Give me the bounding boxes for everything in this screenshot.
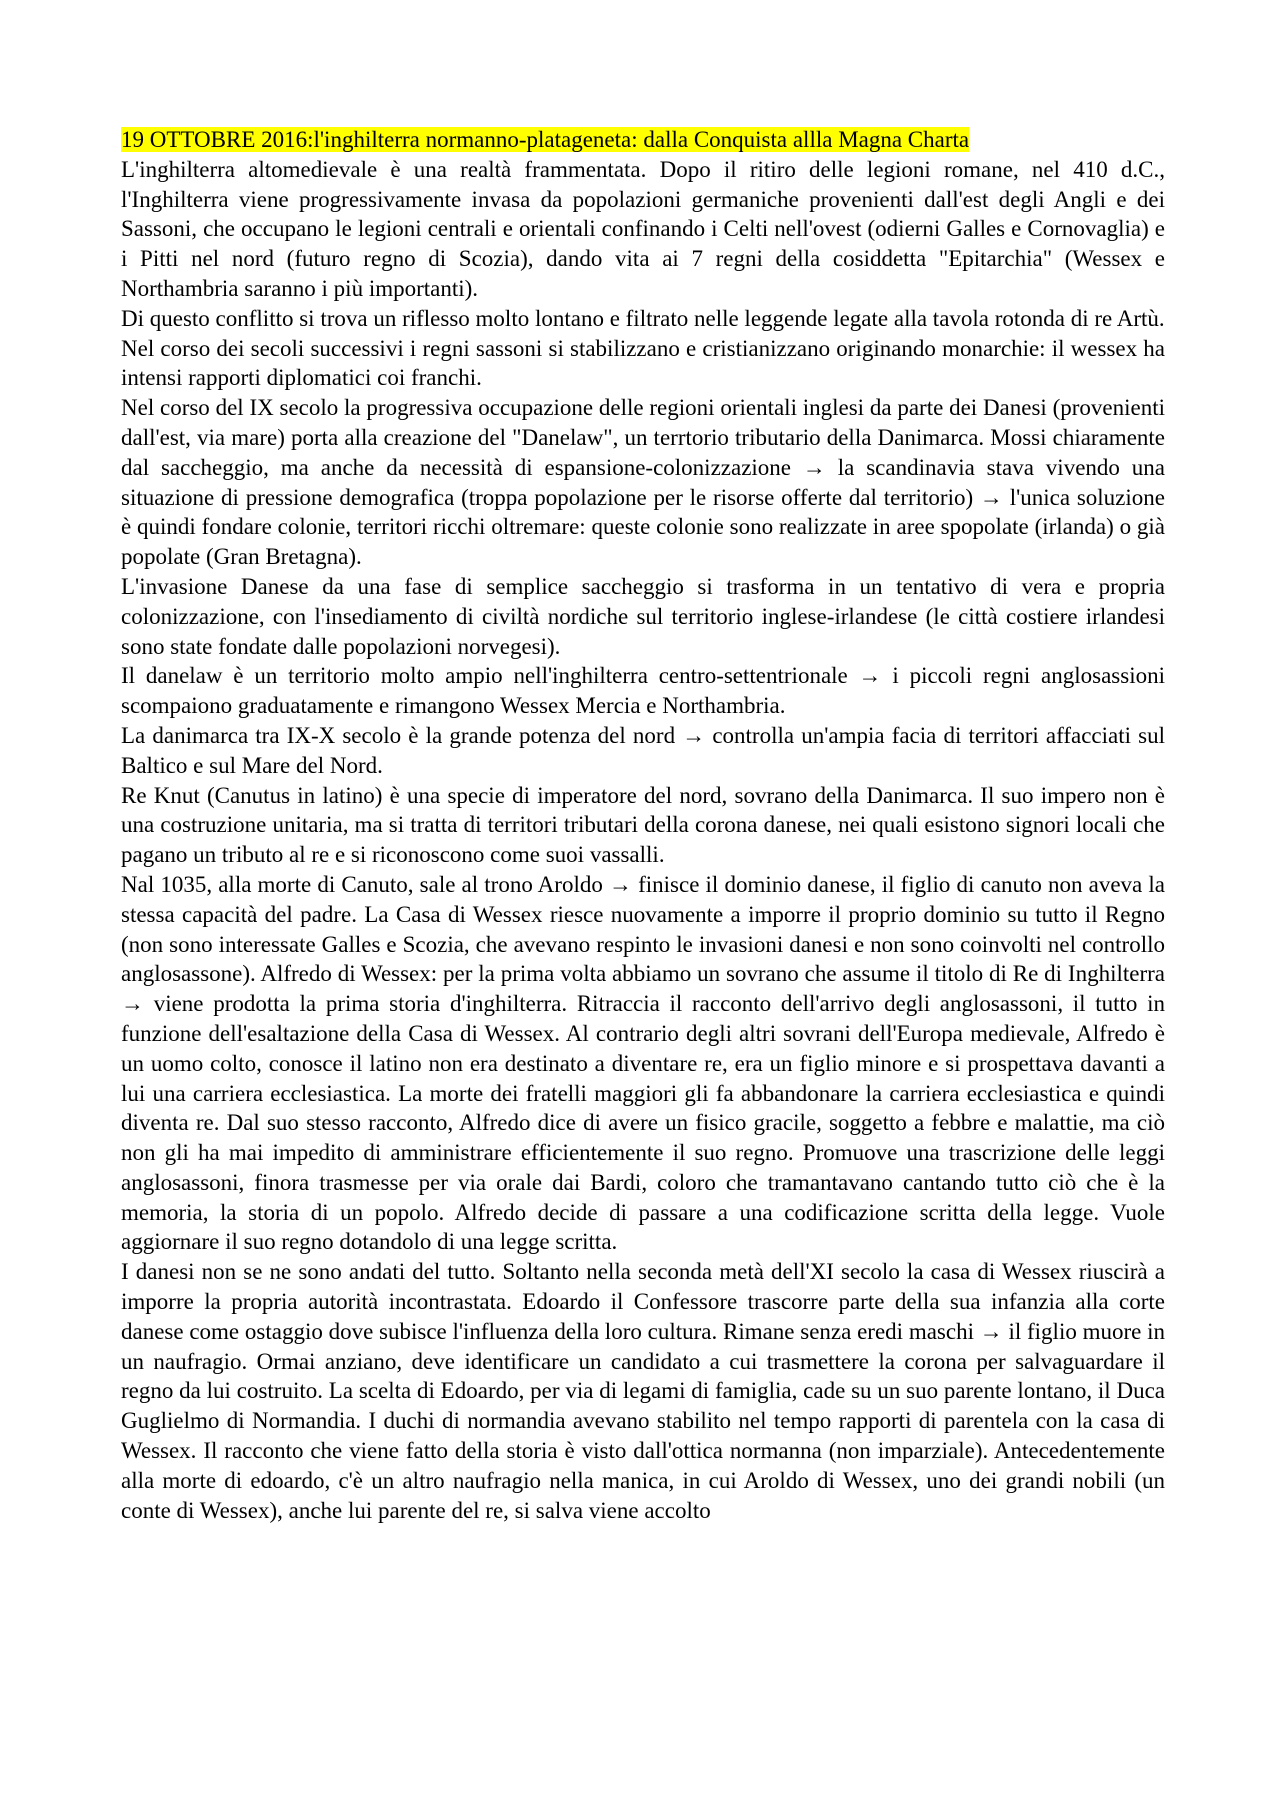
highlighted-title-text: 19 OTTOBRE 2016:l'inghilterra normanno-platageneta: dalla Conquista allla Magna Charta (121, 127, 970, 152)
paragraph-7: La danimarca tra IX-X secolo è la grande potenza del nord → controlla un'ampia facia di territori affacciati sul Baltico e sul Mare del Nord. (121, 722, 1165, 778)
paragraph-8: Re Knut (Canutus in latino) è una specie di imperatore del nord, sovrano della Danimarca. Il suo impero non è una costruzione unitaria, ma si tratta di territori tributari della corona danese, nei quali esistono signori locali che pagano un tributo al re e si riconoscono come suoi vassalli. (121, 782, 1165, 868)
document-page (121, 125, 1165, 1525)
paragraph-6: Il danelaw è un territorio molto ampio nell'inghilterra centro-settentrionale → i piccoli regni anglosassioni scompaiono graduatamente e rimangono Wessex Mercia e Northambria. (121, 663, 1165, 719)
paragraph-10: I danesi non se ne sono andati del tutto. Soltanto nella seconda metà dell'XI secolo la casa di Wessex riuscirà a imporre la propria autorità incontrastata. Edoardo il Confessore trascorre parte della sua infanzia alla corte danese come ostaggio dove subisce l'influenza della loro cultura. Rimane senza eredi maschi → il figlio muore in un naufragio. Ormai anziano, deve identificare un candidato a cui trasmettere la corona per salvaguardare il regno da lui costruito. La scelta di Edoardo, per via di legami di famiglia, cade su un suo parente lontano, il Duca Guglielmo di Normandia. I duchi di normandia avevano stabilito nel tempo rapporti di parentela con la casa di Wessex. Il racconto che viene fatto della storia è visto dall'ottica normanna (non imparziale). Antecedentemente alla morte di edoardo, c'è un altro naufragio nella manica, in cui Aroldo di Wessex, uno dei grandi nobili (un conte di Wessex), anche lui parente del re, si salva viene accolto (121, 1259, 1165, 1523)
paragraph-3: Nel corso dei secoli successivi i regni sassoni si stabilizzano e cristianizzano originando monarchie: il wessex ha intensi rapporti diplomatici coi franchi. (121, 335, 1165, 391)
paragraph-5: L'invasione Danese da una fase di semplice saccheggio si trasforma in un tentativo di vera e propria colonizzazione, con l'insediamento di civiltà nordiche sul territorio inglese-irlandese (le città costiere irlandesi sono state fondate dalle popolazioni norvegesi). (121, 573, 1165, 659)
document-title (121, 125, 1165, 155)
paragraph-1: L'inghilterra altomedievale è una realtà frammentata. Dopo il ritiro delle legioni romane, nel 410 d.C., l'Inghilterra viene progressivamente invasa da popolazioni germaniche provenienti dall'est degli Angli e dei Sassoni, che occupano le legioni centrali e orientali confinando i Celti nell'ovest (odierni Galles e Cornovaglia) e i Pitti nel nord (futuro regno di Scozia), dando vita ai 7 regni della cosiddetta "Epitarchia" (Wessex e Northambria saranno i più importanti). (121, 156, 1165, 301)
paragraph-4: Nel corso del IX secolo la progressiva occupazione delle regioni orientali inglesi da parte dei Danesi (provenienti dall'est, via mare) porta alla creazione del "Danelaw", un terrtorio tributario della Danimarca. Mossi chiaramente dal saccheggio, ma anche da necessità di espansione-colonizzazione → la scandinavia stava vivendo una situazione di pressione demografica (troppa popolazione per le risorse offerte dal territorio) → l'unica soluzione è quindi fondare colonie, territori ricchi oltremare: queste colonie sono realizzate in aree spopolate (irlanda) o già popolate (Gran Bretagna). (121, 395, 1165, 570)
paragraph-2: Di questo conflitto si trova un riflesso molto lontano e filtrato nelle leggende legate alla tavola rotonda di re Artù. (121, 305, 1165, 331)
paragraph-9: Nal 1035, alla morte di Canuto, sale al trono Aroldo → finisce il dominio danese, il figlio di canuto non aveva la stessa capacità del padre. La Casa di Wessex riesce nuovamente a imporre il proprio dominio su tutto il Regno (non sono interessate Galles e Scozia, che avevano respinto le invasioni danesi e non sono coinvolti nel controllo anglosassone). Alfredo di Wessex: per la prima volta abbiamo un sovrano che assume il titolo di Re di Inghilterra → viene prodotta la prima storia d'inghilterra. Ritraccia il racconto dell'arrivo degli anglosassoni, il tutto in funzione dell'esaltazione della Casa di Wessex. Al contrario degli altri sovrani dell'Europa medievale, Alfredo è un uomo colto, conosce il latino non era destinato a diventare re, era un figlio minore e si prospettava davanti a lui una carriera ecclesiastica. La morte dei fratelli maggiori gli fa abbandonare la carriera ecclesiastica e quindi diventa re. Dal suo stesso racconto, Alfredo dice di avere un fisico gracile, soggetto a febbre e malattie, ma ciò non gli ha mai impedito di amministrare efficientemente il suo regno. Promuove una trascrizione delle leggi anglosassoni, finora trasmesse per via orale dai Bardi, coloro che tramantavano cantando tutto ciò che è la memoria, la storia di un popolo. Alfredo decide di passare a una codificazione scritta della legge. Vuole aggiornare il suo regno dotandolo di una legge scritta. (121, 871, 1165, 1255)
